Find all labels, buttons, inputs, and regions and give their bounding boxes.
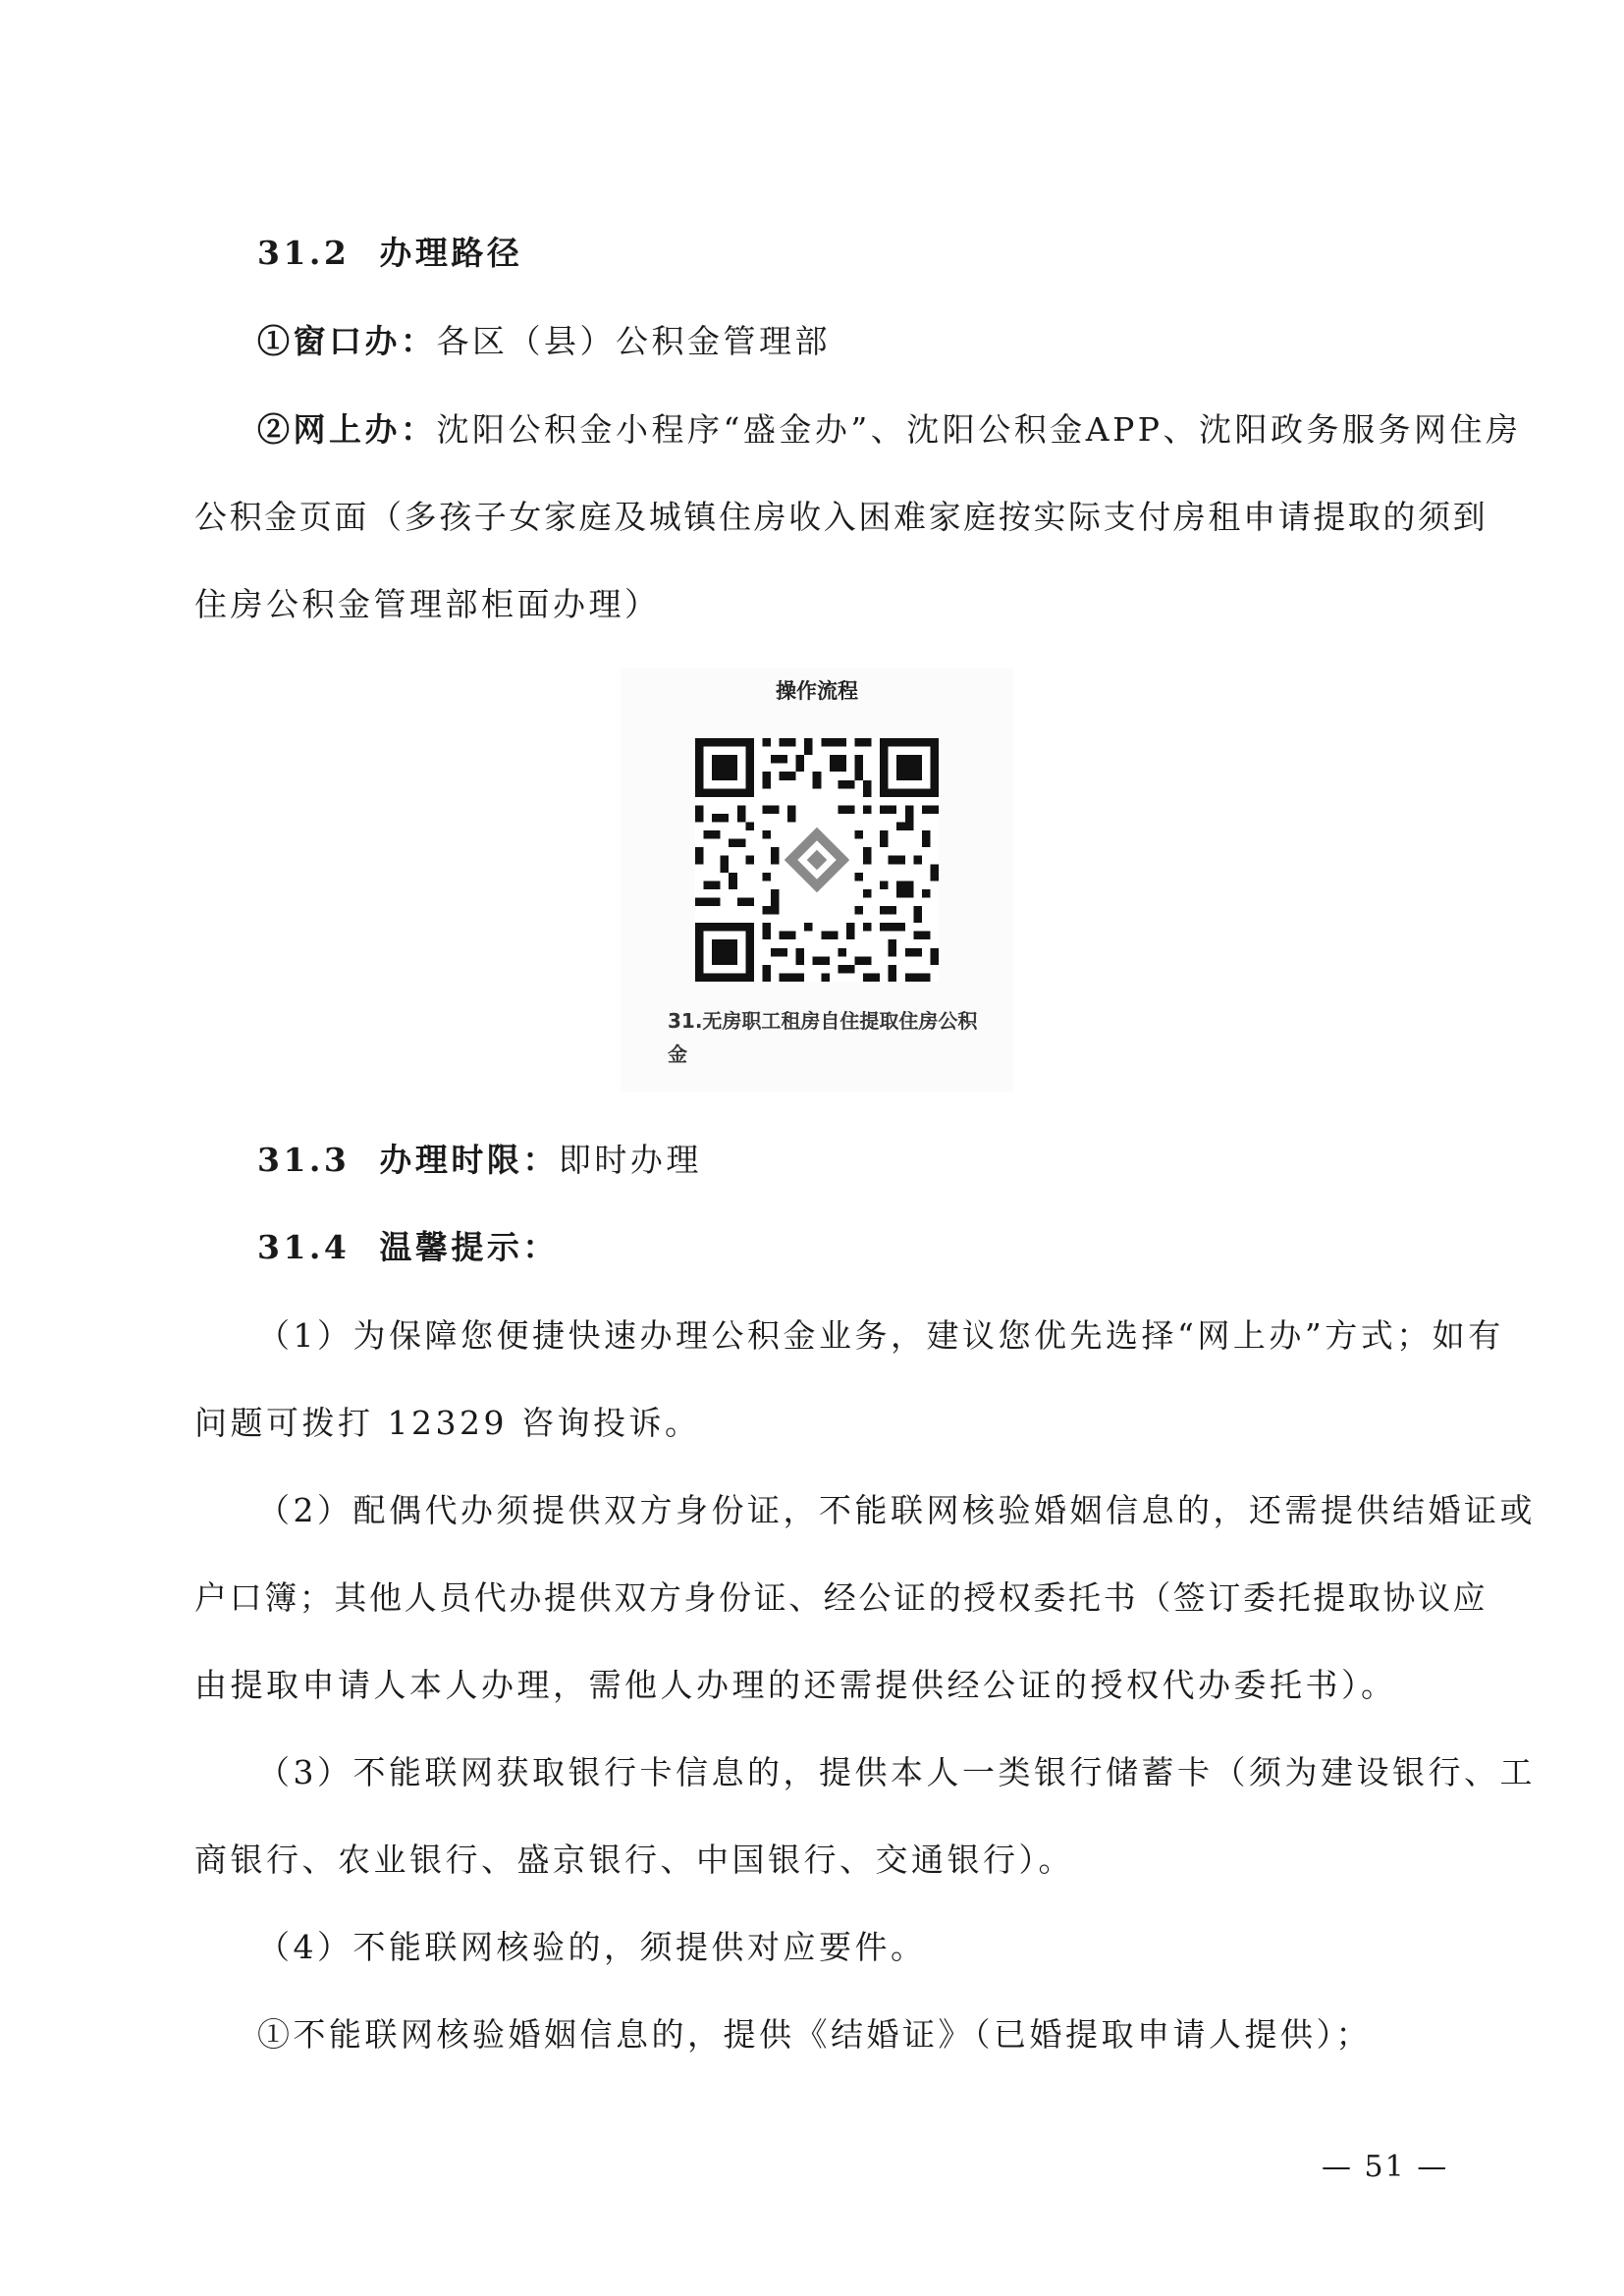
online-service-line-1 xyxy=(257,408,1521,452)
tip-2-line-1: （2）配偶代办须提供双方身份证，不能联网核验婚姻信息的，还需提供结婚证或 xyxy=(257,1491,1536,1529)
section-heading-31-4 xyxy=(257,1226,559,1269)
window-service-label: ①窗口办： xyxy=(257,322,437,360)
online-service-line-3: 住房公积金管理部柜面办理） xyxy=(194,585,661,623)
section-heading-31-2 xyxy=(257,232,522,275)
tip-4-line-1: （4）不能联网核验的，须提供对应要件。 xyxy=(257,1928,927,1966)
section-number: 31.4 xyxy=(257,1228,351,1266)
section-label: 办理时限： xyxy=(379,1141,559,1179)
qr-card-title: 操作流程 xyxy=(776,679,858,703)
section-heading-31-3 xyxy=(257,1139,702,1182)
online-service-label: ②网上办： xyxy=(257,410,437,449)
tip-2-line-3: 由提取申请人本人办理，需他人办理的还需提供经公证的授权代办委托书）。 xyxy=(194,1666,1397,1704)
page-number: — 51 — xyxy=(1322,2150,1449,2184)
tip-4-sub-1: ①不能联网核验婚姻信息的，提供《结婚证》（已婚提取申请人提供）； xyxy=(257,2015,1372,2054)
online-service-line-2: 公积金页面（多孩子女家庭及城镇住房收入困难家庭按实际支付房租申请提取的须到 xyxy=(194,498,1489,536)
qr-code-icon xyxy=(695,738,939,982)
section-title: 办理路径 xyxy=(379,234,523,272)
section-value: 即时办理 xyxy=(558,1141,702,1179)
tip-2-line-2: 户口簿；其他人员代办提供双方身份证、经公证的授权委托书（签订委托提取协议应 xyxy=(194,1578,1489,1617)
section-title: 温馨提示： xyxy=(379,1228,559,1266)
qr-card xyxy=(621,667,1013,1092)
tip-3-line-2: 商银行、农业银行、盛京银行、中国银行、交通银行）。 xyxy=(194,1841,1074,1879)
window-service-text: 各区（县）公积金管理部 xyxy=(436,322,831,360)
tip-3-line-1: （3）不能联网获取银行卡信息的，提供本人一类银行储蓄卡（须为建设银行、工 xyxy=(257,1753,1536,1791)
online-service-text-1: 沈阳公积金小程序“盛金办”、沈阳公积金APP、沈阳政务服务网住房 xyxy=(436,410,1522,449)
tip-1-line-1: （1）为保障您便捷快速办理公积金业务，建议您优先选择“网上办”方式；如有 xyxy=(257,1316,1504,1355)
tip-1-line-2: 问题可拨打 12329 咨询投诉。 xyxy=(194,1404,701,1442)
section-number: 31.2 xyxy=(257,234,351,272)
qr-card-caption: 31.无房职工租房自住提取住房公积金 xyxy=(668,1009,978,1066)
section-number: 31.3 xyxy=(257,1141,351,1179)
window-service-line xyxy=(257,320,831,363)
